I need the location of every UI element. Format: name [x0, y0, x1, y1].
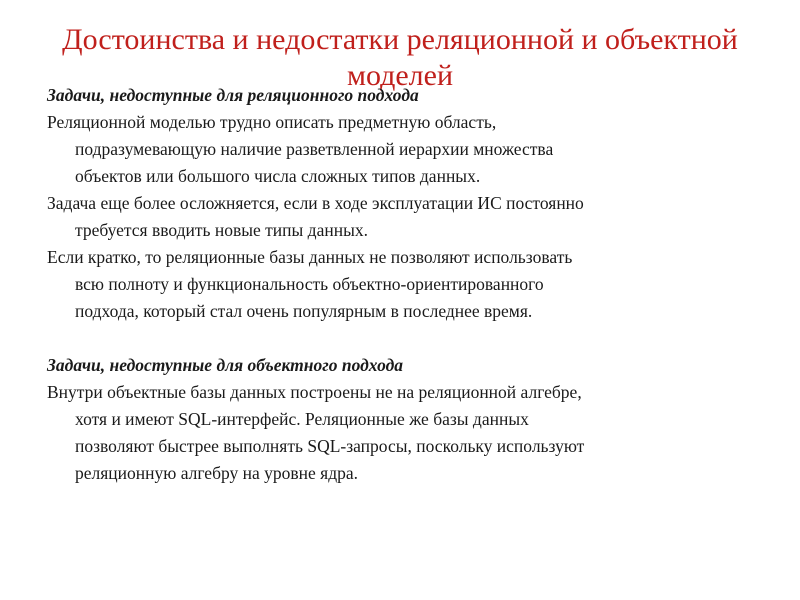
section-spacer: [47, 325, 767, 352]
paragraph-object-1: [47, 379, 767, 487]
text-line: подхода, который стал очень популярным в последнее время.: [75, 301, 533, 321]
text-line: позволяют быстрее выполнять SQL-запросы, поскольку используют: [75, 436, 585, 456]
text-line: хотя и имеют SQL-интерфейс. Реляционные же базы данных: [75, 409, 529, 429]
slide-content: [47, 82, 767, 487]
section-heading-relational: Задачи, недоступные для реляционного подхода: [47, 85, 419, 105]
slide-title-line-2: моделей: [346, 59, 454, 93]
section-heading-object: Задачи, недоступные для объектного подхода: [47, 355, 404, 375]
text-line: объектов или большого числа сложных типов данных.: [75, 166, 481, 186]
text-line: подразумевающую наличие разветвленной иерархии множества: [75, 139, 554, 159]
text-line: требуется вводить новые типы данных.: [75, 220, 368, 240]
text-line: Реляционной моделью трудно описать предметную область,: [47, 112, 497, 132]
paragraph-relational-1: [47, 109, 767, 190]
text-line: Задача еще более осложняется, если в ходе эксплуатации ИС постоянно: [47, 193, 584, 213]
text-line: Если кратко, то реляционные базы данных не позволяют использовать: [47, 247, 573, 267]
paragraph-relational-2: [47, 190, 767, 244]
text-line: реляционную алгебру на уровне ядра.: [75, 463, 358, 483]
paragraph-relational-3: [47, 244, 767, 325]
text-line: Внутри объектные базы данных построены не на реляционной алгебре,: [47, 382, 582, 402]
slide-title-line-1: Достоинства и недостатки реляционной и объектной: [62, 23, 738, 57]
text-line: всю полноту и функциональность объектно-ориентированного: [75, 274, 544, 294]
